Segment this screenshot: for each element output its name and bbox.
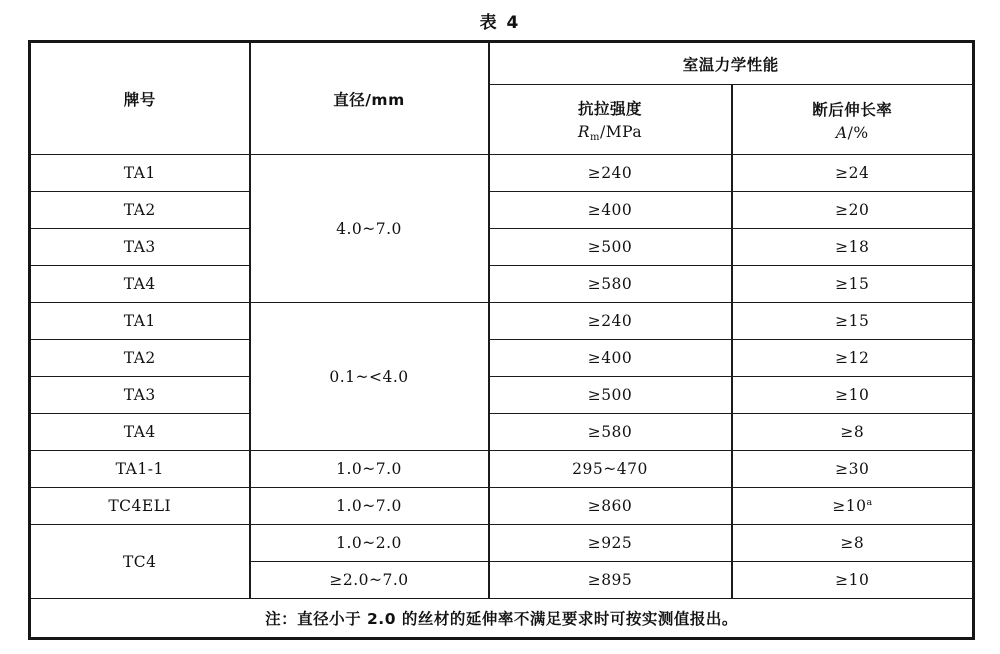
cell-grade: TA2 <box>30 192 250 229</box>
header-elongation-label: 断后伸长率 <box>812 100 893 119</box>
table-note-row <box>30 599 974 639</box>
table-title: 表 4 <box>479 13 521 33</box>
cell-elongation: ≥20 <box>732 192 974 229</box>
table-row <box>30 192 974 229</box>
cell-tensile: ≥860 <box>489 488 732 525</box>
header-diameter: 直径/mm <box>250 42 489 155</box>
table-row <box>30 451 974 488</box>
mechanical-properties-table <box>28 40 975 640</box>
cell-elongation: ≥8 <box>732 414 974 451</box>
table-row <box>30 266 974 303</box>
cell-grade: TA1 <box>30 155 250 192</box>
cell-tensile: ≥895 <box>489 562 732 599</box>
cell-diameter: 1.0~2.0 <box>250 525 489 562</box>
cell-grade: TA4 <box>30 266 250 303</box>
table-row <box>30 414 974 451</box>
table-row <box>30 377 974 414</box>
cell-elongation: ≥12 <box>732 340 974 377</box>
cell-grade: TA1 <box>30 303 250 340</box>
cell-grade: TA3 <box>30 377 250 414</box>
cell-elongation: ≥15 <box>732 266 974 303</box>
table-row <box>30 229 974 266</box>
cell-tensile: 295~470 <box>489 451 732 488</box>
cell-diameter: 1.0~7.0 <box>250 451 489 488</box>
table-row <box>30 155 974 192</box>
cell-grade: TA3 <box>30 229 250 266</box>
cell-elongation: $\ge 10^a$ <box>732 488 974 525</box>
cell-tensile: ≥500 <box>489 377 732 414</box>
cell-tensile: ≥925 <box>489 525 732 562</box>
cell-tensile: ≥400 <box>489 340 732 377</box>
table-row <box>30 525 974 562</box>
header-elongation <box>732 85 974 155</box>
cell-elongation: ≥30 <box>732 451 974 488</box>
cell-elongation: ≥8 <box>732 525 974 562</box>
cell-grade: TC4ELI <box>30 488 250 525</box>
cell-tensile: ≥580 <box>489 266 732 303</box>
cell-tensile: ≥240 <box>489 155 732 192</box>
table-row <box>30 488 974 525</box>
table-note: 注：直径小于 2.0 的丝材的延伸率不满足要求时可按实测值报出。 <box>30 599 974 639</box>
cell-diameter: 1.0~7.0 <box>250 488 489 525</box>
cell-elongation: ≥10 <box>732 562 974 599</box>
table-row <box>30 303 974 340</box>
header-elongation-symbol: A/% <box>835 123 869 142</box>
cell-diameter: 0.1~<4.0 <box>250 303 489 451</box>
footnote-marker: a <box>866 497 873 508</box>
cell-grade: TA1-1 <box>30 451 250 488</box>
cell-diameter: ≥2.0~7.0 <box>250 562 489 599</box>
header-mech-props: 室温力学性能 <box>489 42 974 85</box>
cell-tensile: ≥400 <box>489 192 732 229</box>
header-tensile-symbol: $R_m$/MPa <box>577 122 643 143</box>
cell-tensile: ≥240 <box>489 303 732 340</box>
header-tensile <box>489 85 732 155</box>
cell-grade: TC4 <box>30 525 250 599</box>
cell-elongation: ≥15 <box>732 303 974 340</box>
cell-elongation: ≥24 <box>732 155 974 192</box>
table-row <box>30 340 974 377</box>
header-tensile-label: 抗拉强度 <box>577 99 642 118</box>
cell-elongation: ≥18 <box>732 229 974 266</box>
header-grade: 牌号 <box>30 42 250 155</box>
cell-tensile: ≥500 <box>489 229 732 266</box>
cell-diameter: 4.0~7.0 <box>250 155 489 303</box>
cell-elongation: ≥10 <box>732 377 974 414</box>
cell-tensile: ≥580 <box>489 414 732 451</box>
cell-grade: TA4 <box>30 414 250 451</box>
cell-grade: TA2 <box>30 340 250 377</box>
